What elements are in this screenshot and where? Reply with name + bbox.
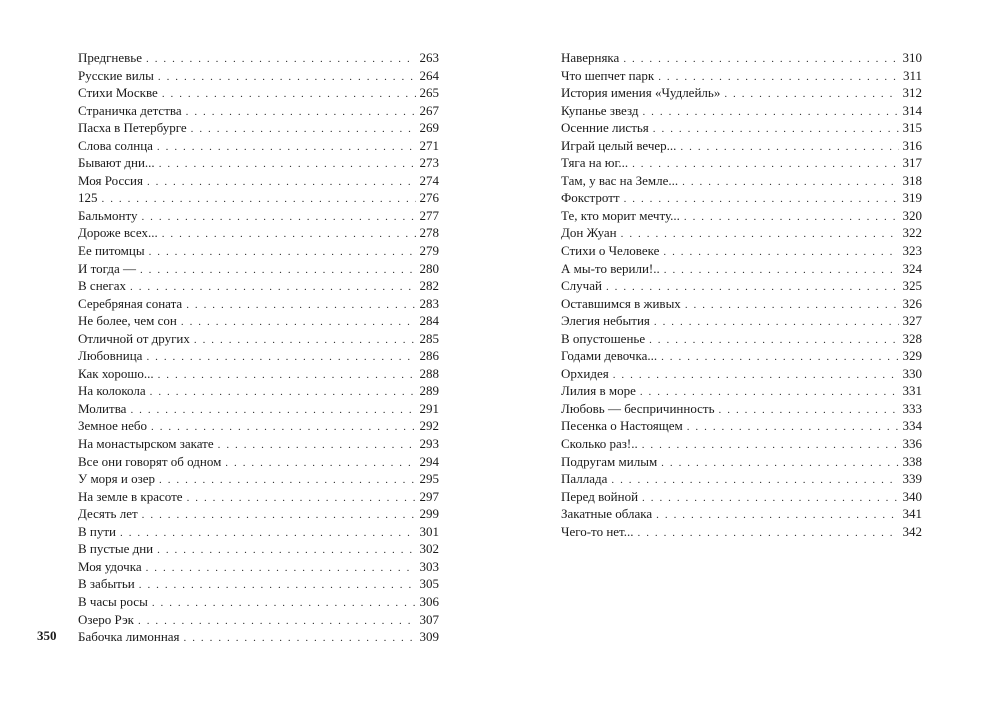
- dot-leader: [130, 402, 415, 420]
- toc-entry-title: Закатные облака: [561, 506, 653, 522]
- toc-entry-page: 322: [902, 225, 922, 241]
- dot-leader: [152, 595, 416, 613]
- toc-entry-title: А мы-то верили!..: [561, 260, 660, 276]
- dot-leader: [186, 297, 415, 315]
- toc-entry-title: Любовь — беспричинность: [561, 400, 715, 416]
- dot-leader: [162, 226, 416, 244]
- dot-leader: [642, 437, 899, 455]
- toc-entry-page: 314: [902, 102, 922, 118]
- dot-leader: [680, 139, 898, 157]
- toc-entry-title: Чего-то нет...: [561, 523, 634, 539]
- dot-leader: [150, 384, 416, 402]
- toc-entry-page: 271: [419, 137, 439, 153]
- toc-entry-page: 273: [419, 155, 439, 171]
- toc-entry: [78, 67, 439, 85]
- toc-entry-title: На колокола: [78, 383, 146, 399]
- toc-entry-title: Как хорошо...: [78, 365, 154, 381]
- toc-entry-title: Те, кто морит мечту...: [561, 207, 680, 223]
- toc-entry: [78, 382, 439, 400]
- toc-entry-page: 320: [902, 207, 922, 223]
- toc-entry-title: Наверняка: [561, 50, 620, 65]
- dot-leader: [147, 174, 416, 192]
- toc-entry: [78, 137, 439, 155]
- toc-entry-title: Орхидея: [561, 365, 609, 381]
- toc-entry-title: Играй целый вечер...: [561, 137, 677, 153]
- dot-leader: [664, 262, 899, 280]
- toc-entry: [561, 400, 922, 418]
- dot-leader: [225, 455, 415, 473]
- toc-entry: [78, 611, 439, 629]
- toc-entry: [78, 330, 439, 348]
- toc-entry-page: 295: [419, 471, 439, 487]
- dot-leader: [621, 226, 899, 244]
- toc-entry-title: Пасха в Петербурге: [78, 120, 187, 136]
- toc-entry-title: Слова солнца: [78, 137, 153, 153]
- toc-entry-title: Сколько раз!..: [561, 436, 638, 452]
- dot-leader: [158, 69, 416, 87]
- toc-entry-page: 277: [419, 207, 439, 223]
- toc-entry: [78, 400, 439, 418]
- dot-leader: [661, 349, 898, 367]
- toc-entry-page: 282: [419, 278, 439, 294]
- dot-leader: [186, 104, 416, 122]
- dot-leader: [194, 332, 416, 350]
- toc-entry-title: Не более, чем сон: [78, 313, 177, 329]
- toc-entry: [561, 470, 922, 488]
- dot-leader: [653, 121, 899, 139]
- toc-entry-page: 336: [902, 436, 922, 452]
- toc-entry: [561, 505, 922, 523]
- toc-entry-page: 279: [419, 243, 439, 259]
- toc-entry-page: 274: [419, 172, 439, 188]
- toc-entry-page: 325: [902, 278, 922, 294]
- toc-entry-title: Все они говорят об одном: [78, 453, 222, 469]
- toc-entry: [561, 365, 922, 383]
- dot-leader: [687, 419, 899, 437]
- toc-entry-title: Фокстротт: [561, 190, 620, 206]
- toc-entry-page: 333: [902, 400, 922, 416]
- toc-entry: [78, 523, 439, 541]
- toc-entry: [561, 347, 922, 365]
- toc-entry: [78, 49, 439, 67]
- toc-entry-title: Русские вилы: [78, 67, 154, 83]
- toc-entry-page: 294: [419, 453, 439, 469]
- toc-entry-title: Что шепчет парк: [561, 67, 655, 83]
- dot-leader: [142, 507, 416, 525]
- toc-entry-title: В пути: [78, 523, 117, 539]
- dot-leader: [146, 560, 416, 578]
- toc-entry: [561, 207, 922, 225]
- toc-entry: [78, 172, 439, 190]
- toc-entry-page: 299: [419, 506, 439, 522]
- dot-leader: [120, 525, 415, 543]
- toc-entry-title: Отличной от других: [78, 330, 190, 346]
- toc-entry: [561, 154, 922, 172]
- toc-entry-page: 340: [902, 488, 922, 504]
- toc-entry-page: 328: [902, 330, 922, 346]
- toc-entry: [561, 435, 922, 453]
- dot-leader: [191, 121, 416, 139]
- toc-entry-page: 289: [419, 383, 439, 399]
- toc-entry-page: 288: [419, 365, 439, 381]
- toc-entry-page: 334: [902, 418, 922, 434]
- toc-entry-page: 291: [419, 400, 439, 416]
- dot-leader: [638, 525, 899, 543]
- toc-entry: [561, 523, 922, 541]
- toc-entry-title: Ее питомцы: [78, 243, 145, 259]
- toc-entry: [561, 382, 922, 400]
- toc-entry: [78, 505, 439, 523]
- dot-leader: [162, 86, 416, 104]
- toc-entry: [78, 260, 439, 278]
- dot-leader: [642, 104, 898, 122]
- toc-entry: [561, 224, 922, 242]
- toc-entry: [78, 312, 439, 330]
- toc-entry: [78, 417, 439, 435]
- page-number: 350: [37, 628, 57, 643]
- toc-entry-title: На монастырском закате: [78, 436, 214, 452]
- toc-entry: [78, 575, 439, 593]
- toc-entry: [561, 488, 922, 506]
- dot-leader: [141, 209, 415, 227]
- dot-leader: [187, 490, 416, 508]
- toc-entry: [561, 84, 922, 102]
- toc-entry-title: Серебряная соната: [78, 295, 183, 311]
- toc-entry: [561, 260, 922, 278]
- toc-entry-title: Годами девочка...: [561, 348, 658, 364]
- toc-entry-page: 309: [419, 629, 439, 645]
- toc-entry-title: Моя удочка: [78, 558, 142, 574]
- toc-entry-page: 324: [902, 260, 922, 276]
- toc-entry: [561, 330, 922, 348]
- toc-entry: [561, 172, 922, 190]
- toc-entry: [561, 295, 922, 313]
- toc-entry-page: 339: [902, 471, 922, 487]
- toc-entry-page: 286: [419, 348, 439, 364]
- toc-entry-title: Песенка о Настоящем: [561, 418, 683, 434]
- toc-entry-page: 312: [902, 85, 922, 101]
- toc-entry-title: Элегия небытия: [561, 313, 650, 329]
- toc-entry-page: 267: [419, 102, 439, 118]
- toc-entry: [561, 49, 922, 67]
- toc-entry-title: Предгневье: [78, 50, 142, 65]
- toc-entry-page: 305: [419, 576, 439, 592]
- toc-entry-title: В пустые дни: [78, 541, 154, 557]
- toc-entry: [78, 154, 439, 172]
- toc-entry: [78, 488, 439, 506]
- toc-left-column: [78, 49, 439, 646]
- toc-entry-page: 311: [902, 67, 922, 83]
- toc-entry: [561, 242, 922, 260]
- toc-entry-page: 293: [419, 436, 439, 452]
- toc-entry: [78, 189, 439, 207]
- toc-entry-page: 316: [902, 137, 922, 153]
- toc-entry-page: 319: [902, 190, 922, 206]
- toc-entry-page: 265: [419, 85, 439, 101]
- toc-entry: [561, 189, 922, 207]
- toc-entry-page: 330: [902, 365, 922, 381]
- toc-entry: [561, 417, 922, 435]
- toc-entry: [561, 137, 922, 155]
- toc-entry: [78, 470, 439, 488]
- dot-leader: [140, 262, 416, 280]
- toc-entry-page: 303: [419, 558, 439, 574]
- toc-entry-page: 285: [419, 330, 439, 346]
- toc-entry-title: И тогда —: [78, 260, 136, 276]
- toc-entry-title: Оставшимся в живых: [561, 295, 681, 311]
- dot-leader: [146, 51, 416, 69]
- dot-leader: [181, 314, 416, 332]
- toc-entry: [78, 435, 439, 453]
- dot-leader: [684, 209, 899, 227]
- toc-entry-page: 264: [419, 67, 439, 83]
- toc-entry: [561, 102, 922, 120]
- toc-entry: [561, 277, 922, 295]
- toc-entry-title: Паллада: [561, 471, 608, 487]
- dot-leader: [146, 349, 415, 367]
- toc-entry-title: Случай: [561, 278, 602, 294]
- toc-entry-title: Бабочка лимонная: [78, 629, 180, 645]
- toc-entry: [78, 102, 439, 120]
- toc-entry-title: Моя Россия: [78, 172, 143, 188]
- toc-entry-title: В снегах: [78, 278, 127, 294]
- toc-entry-page: 280: [419, 260, 439, 276]
- dot-leader: [661, 455, 898, 473]
- dot-leader: [611, 472, 898, 490]
- toc-entry-title: Дон Жуан: [561, 225, 617, 241]
- toc-entry-title: В часы росы: [78, 593, 148, 609]
- toc-entry-title: Страничка детства: [78, 102, 182, 118]
- toc-entry-title: Стихи о Человеке: [561, 243, 660, 259]
- toc-entry-title: В опустошенье: [561, 330, 646, 346]
- toc-entry-title: В забытьи: [78, 576, 135, 592]
- dot-leader: [138, 613, 416, 631]
- toc-entry-page: 276: [419, 190, 439, 206]
- toc-entry-title: Купанье звезд: [561, 102, 639, 118]
- dot-leader: [642, 490, 898, 508]
- toc-entry-title: Дороже всех...: [78, 225, 158, 241]
- toc-entry: [78, 84, 439, 102]
- toc-right-column: [561, 49, 922, 540]
- toc-entry: [78, 242, 439, 260]
- dot-leader: [157, 542, 415, 560]
- toc-entry: [78, 119, 439, 137]
- toc-entry-title: Тяга на юг...: [561, 155, 629, 171]
- toc-entry-title: Молитва: [78, 400, 127, 416]
- toc-entry-title: История имения «Чудлейль»: [561, 85, 721, 101]
- dot-leader: [218, 437, 416, 455]
- dot-leader: [685, 297, 899, 315]
- toc-entry-page: 326: [902, 295, 922, 311]
- toc-entry-page: 318: [902, 172, 922, 188]
- toc-entry: [78, 593, 439, 611]
- dot-leader: [158, 367, 416, 385]
- toc-entry-title: Бальмонту: [78, 207, 138, 223]
- dot-leader: [682, 174, 898, 192]
- toc-entry-title: Любовница: [78, 348, 143, 364]
- toc-entry-title: Бывают дни...: [78, 155, 155, 171]
- toc-entry-page: 342: [902, 523, 922, 539]
- dot-leader: [663, 244, 898, 262]
- toc-entry-title: На земле в красоте: [78, 488, 183, 504]
- toc-entry-page: 317: [902, 155, 922, 171]
- toc-entry-title: Стихи Москве: [78, 85, 158, 101]
- toc-entry-title: Перед войной: [561, 488, 639, 504]
- toc-entry: [561, 453, 922, 471]
- toc-entry-title: Подругам милым: [561, 453, 658, 469]
- toc-entry: [561, 312, 922, 330]
- dot-leader: [184, 630, 416, 648]
- dot-leader: [649, 332, 898, 350]
- toc-entry-page: 302: [419, 541, 439, 557]
- toc-entry-title: Десять лет: [78, 506, 138, 522]
- toc-entry: [78, 295, 439, 313]
- dot-leader: [724, 86, 898, 104]
- toc-entry-title: Там, у вас на Земле...: [561, 172, 679, 188]
- toc-entry-page: 341: [902, 506, 922, 522]
- toc-entry-page: 301: [419, 523, 439, 539]
- dot-leader: [149, 244, 416, 262]
- toc-entry: [78, 207, 439, 225]
- toc-entry-title: Земное небо: [78, 418, 147, 434]
- toc-entry-title: Осенние листья: [561, 120, 649, 136]
- dot-leader: [654, 314, 899, 332]
- toc-entry-page: 310: [902, 50, 922, 65]
- toc-entry-page: 297: [419, 488, 439, 504]
- toc-entry: [78, 540, 439, 558]
- toc-entry-page: 331: [902, 383, 922, 399]
- toc-entry-page: 327: [902, 313, 922, 329]
- toc-entry: [561, 67, 922, 85]
- dot-leader: [719, 402, 899, 420]
- toc-entry-title: У моря и озер: [78, 471, 156, 487]
- toc-entry: [561, 119, 922, 137]
- toc-entry-page: 292: [419, 418, 439, 434]
- toc-entry-page: 323: [902, 243, 922, 259]
- toc-entry: [78, 365, 439, 383]
- toc-entry-page: 306: [419, 593, 439, 609]
- toc-entry-page: 315: [902, 120, 922, 136]
- dot-leader: [139, 577, 416, 595]
- toc-entry-page: 269: [419, 120, 439, 136]
- toc-entry-title: Озеро Рэк: [78, 611, 134, 627]
- dot-leader: [159, 472, 415, 490]
- toc-entry-page: 307: [419, 611, 439, 627]
- toc-entry: [78, 224, 439, 242]
- toc-entry: [78, 558, 439, 576]
- toc-entry-title: Лилия в море: [561, 383, 636, 399]
- dot-leader: [613, 367, 899, 385]
- toc-entry: [78, 347, 439, 365]
- toc-entry-page: 283: [419, 295, 439, 311]
- toc-entry: [78, 277, 439, 295]
- dot-leader: [159, 156, 416, 174]
- toc-entry-page: 278: [419, 225, 439, 241]
- toc-entry-page: 338: [902, 453, 922, 469]
- toc-entry-title: 125: [78, 190, 98, 206]
- dot-leader: [656, 507, 898, 525]
- dot-leader: [157, 139, 416, 157]
- toc-entry: [78, 628, 439, 646]
- toc-entry-page: 263: [419, 50, 439, 65]
- toc-entry-page: 284: [419, 313, 439, 329]
- toc-entry-page: 329: [902, 348, 922, 364]
- dot-leader: [102, 191, 416, 209]
- dot-leader: [623, 51, 898, 69]
- toc-entry: [78, 453, 439, 471]
